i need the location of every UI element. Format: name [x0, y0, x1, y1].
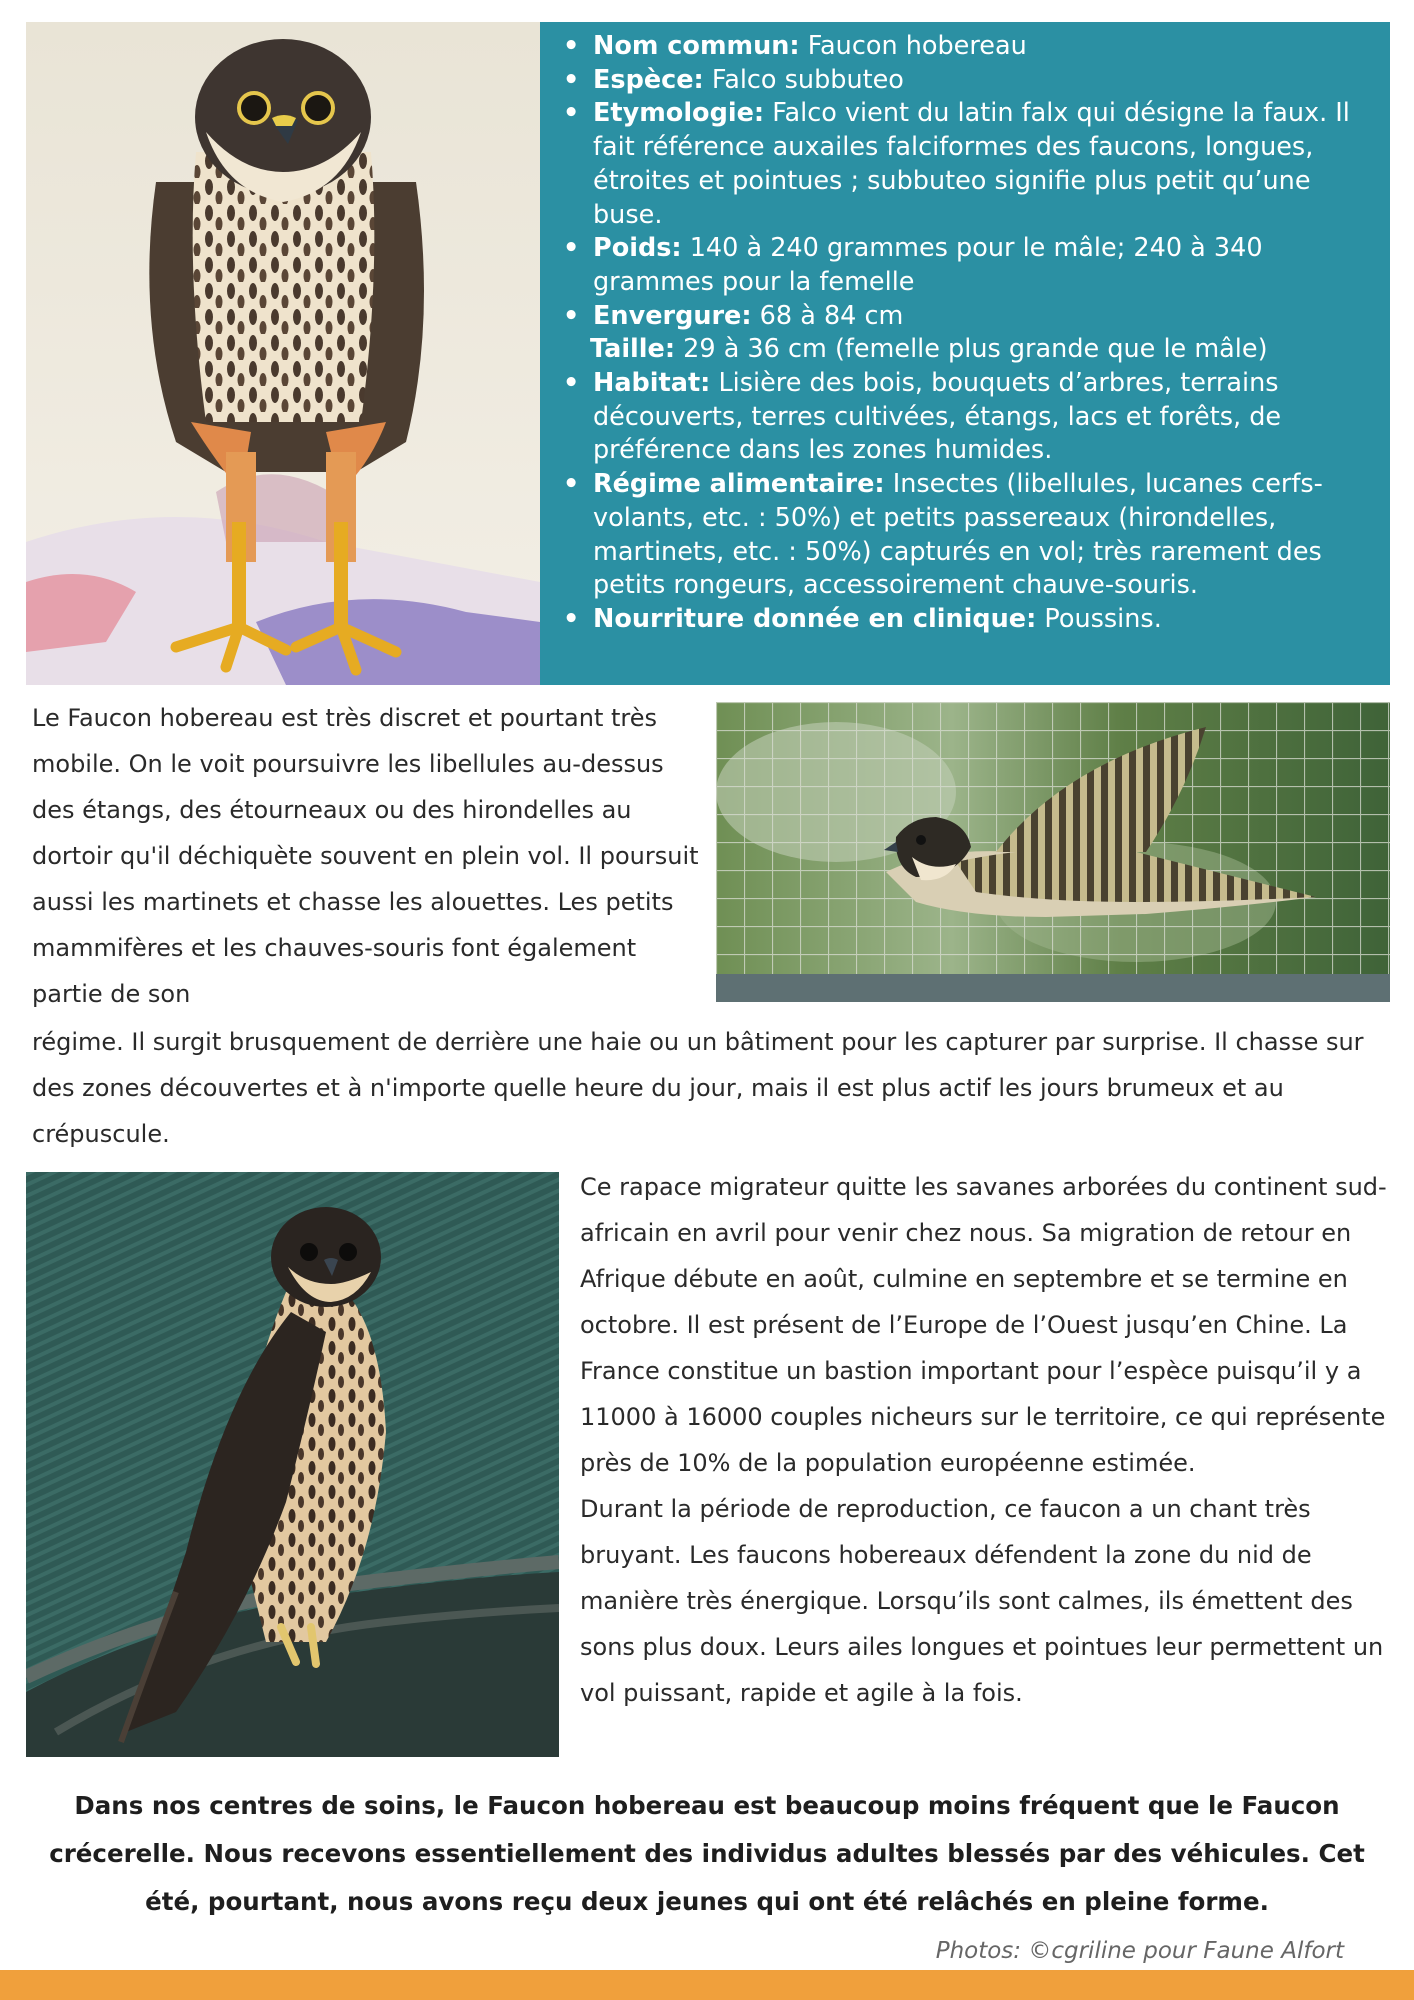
fact-habitat: • Habitat: Lisière des bois, bouquets d’arbres, terrains découverts, terres cultivées, étangs, lacs et forêts, de préférence dans les zones humides. [560, 367, 1372, 468]
fact-clinic-food: • Nourriture donnée en clinique: Poussins. [560, 603, 1372, 637]
footer-bar [0, 1970, 1414, 2000]
fact-weight: • Poids: 140 à 240 grammes pour le mâle; 240 à 340 grammes pour la femelle [560, 232, 1372, 299]
paragraph-intro-top: Le Faucon hobereau est très discret et pourtant très mobile. On le voit poursuivre les libellules au-dessus des étangs, des étourneaux ou des hirondelles au dortoir qu'il déchiquète souvent en plein vol. Il poursuit aussi les martinets et chasse les alouettes. Les petits mammifères et les chauves-souris font également partie de son [32, 704, 699, 1008]
fact-size: Taille: 29 à 36 cm (femelle plus grande que le mâle) [590, 334, 1268, 365]
species-fact-box [540, 22, 1390, 685]
paragraph-migration: Ce rapace migrateur quitte les savanes arborées du continent sud-africain en avril pour venir chez nous. Sa migration de retour en Afrique débute en août, culmine en septembre et se termine en octobre. Il est présent de l’Europe de l’Ouest jusqu’en Chine. La France constitue un bastion important pour l’espèce puisqu’il y a 11000 à 16000 couples nicheurs sur le territoire, ce qui représente près de 10% de la population européenne estimée. [580, 1173, 1387, 1477]
fact-wingspan: • Envergure: 68 à 84 cm [560, 300, 1372, 334]
paragraph-intro-bottom: régime. Il surgit brusquement de derrière une haie ou un bâtiment pour les capturer par surprise. Il chasse sur des zones découvertes et à n'importe quelle heure du jour, mais il est plus actif les jours brumeux et au crépuscule. [32, 1028, 1364, 1148]
photo-hobby-perched [26, 1172, 559, 1757]
photo-credit: Photos: ©cgriline pour Faune Alfort [935, 1938, 1344, 1964]
paragraph-migration-block [580, 1164, 1400, 1716]
fact-etymology: • Etymologie: Falco vient du latin falx qui désigne la faux. Il fait référence auxailes falciformes des faucons, longues, étroites et pointues ; subbuteo signifie plus petit qu’une buse. [560, 97, 1372, 232]
fact-common-name: • Nom commun: Faucon hobereau [560, 30, 1372, 64]
fact-species: • Espèce: Falco subbuteo [560, 64, 1372, 98]
paragraph-reproduction: Durant la période de reproduction, ce faucon a un chant très bruyant. Les faucons hobereaux défendent la zone du nid de manière très énergique. Lorsqu’ils sont calmes, ils émettent des sons plus doux. Leurs ailes longues et pointues leur permettent un vol puissant, rapide et agile à la fois. [580, 1495, 1384, 1707]
fact-diet: • Régime alimentaire: Insectes (libellules, lucanes cerfs-volants, etc. : 50%) et petits passereaux (hirondelles, martinets, etc. : 50%) capturés en vol; très rarement des petits rongeurs, accessoirement chauve-souris. [560, 468, 1372, 603]
fact-list [560, 30, 1372, 637]
photo-hobby-standing [26, 22, 540, 685]
closing-statement: Dans nos centres de soins, le Faucon hobereau est beaucoup moins fréquent que le Faucon crécerelle. Nous recevons essentiellement des individus adultes blessés par des véhicules. Cet été, pourtant, nous avons reçu deux jeunes qui ont été relâchés en pleine forme. [49, 1791, 1365, 1916]
photo-hobby-flight [716, 702, 1390, 1002]
